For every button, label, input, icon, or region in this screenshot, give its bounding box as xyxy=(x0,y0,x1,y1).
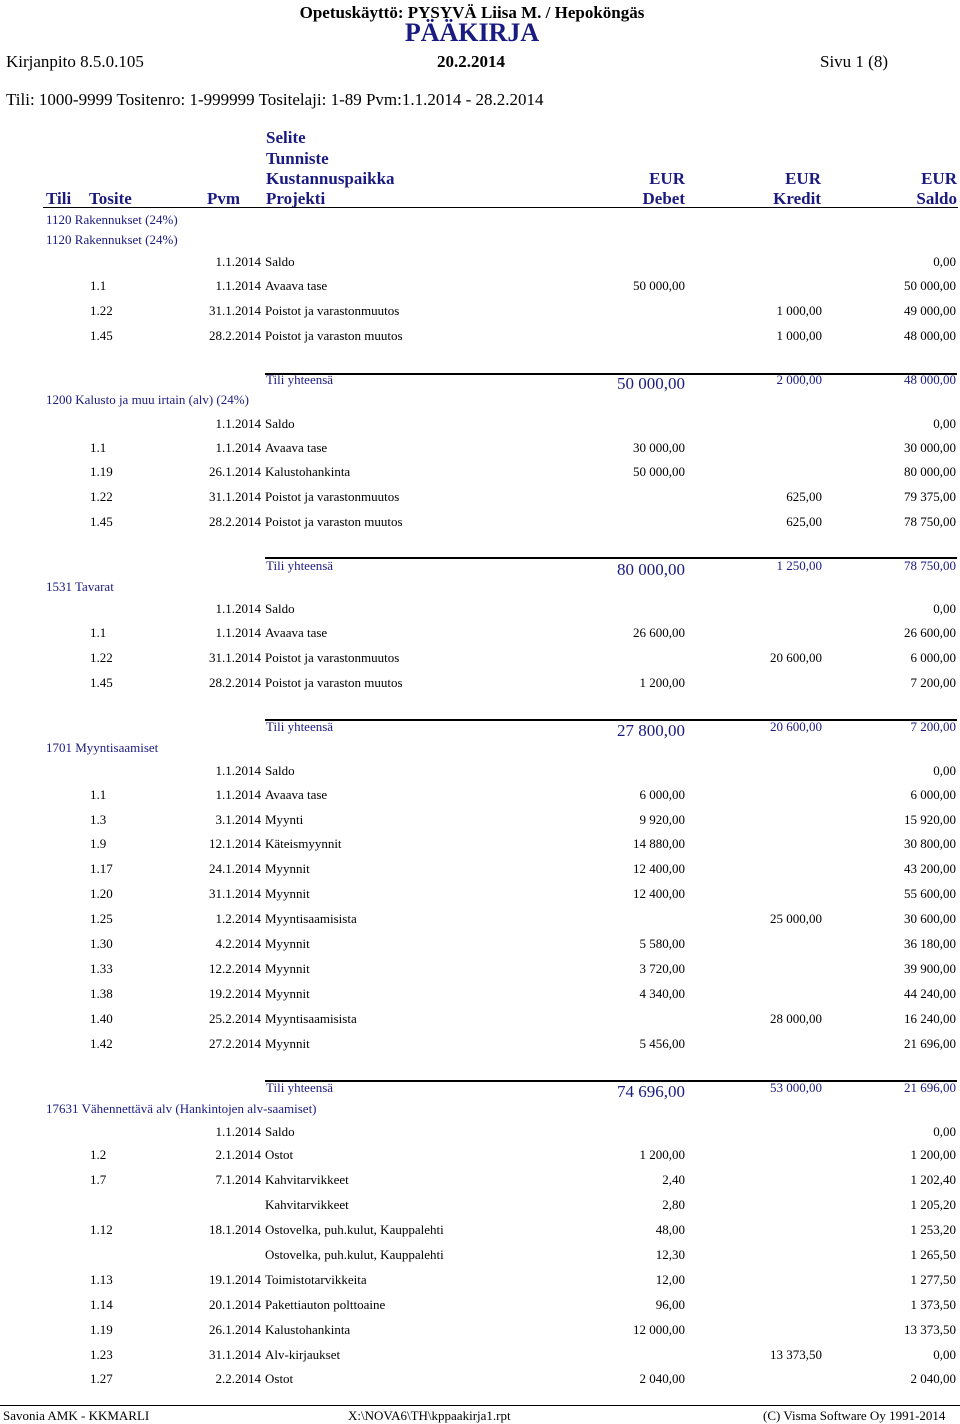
balance-amount: 43 200,00 xyxy=(904,861,956,876)
voucher-number: 1.38 xyxy=(90,986,113,1001)
column-header-pvm: Pvm xyxy=(207,189,241,208)
entry-description: Kalustohankinta xyxy=(265,1322,351,1337)
debit-amount: 2 040,00 xyxy=(639,1371,685,1386)
debit-amount: 9 920,00 xyxy=(639,812,685,827)
balance-amount: 30 800,00 xyxy=(904,836,956,851)
entry-date: 1.1.2014 xyxy=(215,625,261,640)
account-total-debit: 80 000,00 xyxy=(617,560,685,579)
credit-amount: 625,00 xyxy=(786,489,822,504)
page-number: Sivu 1 (8) xyxy=(820,52,888,71)
voucher-number: 1.9 xyxy=(90,836,107,851)
balance-amount: 2 040,00 xyxy=(910,1371,956,1386)
entry-date: 3.1.2014 xyxy=(215,812,261,827)
entry-description: Avaava tase xyxy=(265,625,328,640)
column-header-selite: Selite xyxy=(266,128,306,147)
entry-description: Kalustohankinta xyxy=(265,464,351,479)
entry-date: 1.1.2014 xyxy=(215,416,261,431)
debit-amount: 12 400,00 xyxy=(633,886,685,901)
account-total-label: Tili yhteensä xyxy=(266,1080,334,1095)
entry-description: Ostot xyxy=(265,1371,294,1386)
entry-description: Avaava tase xyxy=(265,278,328,293)
credit-amount: 625,00 xyxy=(786,514,822,529)
footer-report-file: X:\NOVA6\TH\kppaakirja1.rpt xyxy=(348,1408,511,1423)
account-total-balance: 7 200,00 xyxy=(910,719,956,734)
voucher-number: 1.40 xyxy=(90,1011,113,1026)
footer-copyright: (C) Visma Software Oy 1991-2014 xyxy=(763,1408,946,1423)
column-header-debet: Debet xyxy=(642,189,685,208)
entry-date: 25.2.2014 xyxy=(209,1011,261,1026)
entry-date: 26.1.2014 xyxy=(209,464,261,479)
account-total-credit: 1 250,00 xyxy=(776,558,822,573)
column-header-kredit-currency: EUR xyxy=(785,169,821,188)
credit-amount: 13 373,50 xyxy=(770,1347,822,1362)
voucher-number: 1.7 xyxy=(90,1172,107,1187)
column-header-projekti: Projekti xyxy=(266,189,326,208)
entry-date: 31.1.2014 xyxy=(209,886,261,901)
balance-amount: 0,00 xyxy=(933,1347,956,1362)
entry-date: 7.1.2014 xyxy=(215,1172,261,1187)
entry-date: 1.1.2014 xyxy=(215,278,261,293)
balance-amount: 80 000,00 xyxy=(904,464,956,479)
debit-amount: 1 200,00 xyxy=(639,1147,685,1162)
footer-organization: Savonia AMK - KKMARLI xyxy=(3,1408,150,1423)
voucher-number: 1.33 xyxy=(90,961,113,976)
balance-amount: 44 240,00 xyxy=(904,986,956,1001)
column-header-saldo: Saldo xyxy=(916,189,957,208)
entry-date: 31.1.2014 xyxy=(209,650,261,665)
account-total-debit: 50 000,00 xyxy=(617,374,685,393)
account-total-credit: 20 600,00 xyxy=(770,719,822,734)
report-organization-title: Opetuskäyttö: PYSYVÄ Liisa M. / Hepokӧngäs xyxy=(299,3,645,22)
account-total-label: Tili yhteensä xyxy=(266,719,334,734)
entry-description: Myynnit xyxy=(265,936,310,951)
voucher-number: 1.27 xyxy=(90,1371,113,1386)
entry-date: 19.1.2014 xyxy=(209,1272,261,1287)
entry-description: Myynti xyxy=(265,812,304,827)
account-total-balance: 78 750,00 xyxy=(904,558,956,573)
entry-description: Avaava tase xyxy=(265,440,328,455)
entry-date: 4.2.2014 xyxy=(215,936,261,951)
column-header-kustannuspaikka: Kustannuspaikka xyxy=(266,169,395,188)
credit-amount: 25 000,00 xyxy=(770,911,822,926)
balance-amount: 0,00 xyxy=(933,1124,956,1139)
account-total-debit: 27 800,00 xyxy=(617,721,685,740)
entry-description: Ostovelka, puh.kulut, Kauppalehti xyxy=(265,1247,444,1262)
balance-amount: 13 373,50 xyxy=(904,1322,956,1337)
column-header-tosite: Tosite xyxy=(89,189,132,208)
balance-amount: 50 000,00 xyxy=(904,278,956,293)
account-total-credit: 53 000,00 xyxy=(770,1080,822,1095)
debit-amount: 5 580,00 xyxy=(639,936,685,951)
debit-amount: 12 000,00 xyxy=(633,1322,685,1337)
voucher-number: 1.19 xyxy=(90,1322,113,1337)
balance-amount: 48 000,00 xyxy=(904,328,956,343)
entry-description: Poistot ja varastonmuutos xyxy=(265,650,400,665)
debit-amount: 14 880,00 xyxy=(633,836,685,851)
entry-date: 27.2.2014 xyxy=(209,1036,261,1051)
debit-amount: 26 600,00 xyxy=(633,625,685,640)
balance-amount: 26 600,00 xyxy=(904,625,956,640)
voucher-number: 1.20 xyxy=(90,886,113,901)
debit-amount: 5 456,00 xyxy=(639,1036,685,1051)
balance-amount: 0,00 xyxy=(933,601,956,616)
voucher-number: 1.22 xyxy=(90,650,113,665)
entry-description: Ostot xyxy=(265,1147,294,1162)
column-header-tili: Tili xyxy=(46,189,72,208)
voucher-number: 1.2 xyxy=(90,1147,107,1162)
entry-date: 1.1.2014 xyxy=(215,763,261,778)
entry-date: 1.1.2014 xyxy=(215,787,261,802)
voucher-number: 1.13 xyxy=(90,1272,113,1287)
balance-amount: 7 200,00 xyxy=(910,675,956,690)
account-total-balance: 21 696,00 xyxy=(904,1080,956,1095)
entry-description: Myynnit xyxy=(265,861,310,876)
entry-description: Kahvitarvikkeet xyxy=(265,1172,349,1187)
entry-date: 1.1.2014 xyxy=(215,1124,261,1139)
entry-description: Kahvitarvikkeet xyxy=(265,1197,349,1212)
entry-date: 12.2.2014 xyxy=(209,961,261,976)
entry-description: Saldo xyxy=(265,1124,295,1139)
balance-amount: 1 205,20 xyxy=(910,1197,956,1212)
balance-amount: 1 277,50 xyxy=(910,1272,956,1287)
voucher-number: 1.30 xyxy=(90,936,113,951)
voucher-number: 1.45 xyxy=(90,328,113,343)
entry-description: Poistot ja varaston muutos xyxy=(265,675,403,690)
balance-amount: 55 600,00 xyxy=(904,886,956,901)
account-total-credit: 2 000,00 xyxy=(776,372,822,387)
account-heading: 1120 Rakennukset (24%) xyxy=(46,232,178,247)
voucher-number: 1.45 xyxy=(90,514,113,529)
entry-date: 20.1.2014 xyxy=(209,1297,261,1312)
balance-amount: 1 200,00 xyxy=(910,1147,956,1162)
balance-amount: 30 600,00 xyxy=(904,911,956,926)
entry-date: 18.1.2014 xyxy=(209,1222,261,1237)
entry-date: 31.1.2014 xyxy=(209,303,261,318)
debit-amount: 3 720,00 xyxy=(639,961,685,976)
voucher-number: 1.22 xyxy=(90,303,113,318)
report-date: 20.2.2014 xyxy=(437,52,505,71)
debit-amount: 30 000,00 xyxy=(633,440,685,455)
entry-description: Ostovelka, puh.kulut, Kauppalehti xyxy=(265,1222,444,1237)
balance-amount: 36 180,00 xyxy=(904,936,956,951)
entry-date: 12.1.2014 xyxy=(209,836,261,851)
report-filter: Tili: 1000-9999 Tositenro: 1-999999 Tositelaji: 1-89 Pvm:1.1.2014 - 28.2.2014 xyxy=(6,90,544,109)
account-total-label: Tili yhteensä xyxy=(266,372,334,387)
balance-amount: 6 000,00 xyxy=(910,787,956,802)
balance-amount: 1 265,50 xyxy=(910,1247,956,1262)
entry-date: 1.1.2014 xyxy=(215,254,261,269)
entry-description: Toimistotarvikkeita xyxy=(265,1272,367,1287)
entry-description: Myynnit xyxy=(265,961,310,976)
entry-date: 31.1.2014 xyxy=(209,489,261,504)
entry-description: Poistot ja varastonmuutos xyxy=(265,303,400,318)
column-header-kredit: Kredit xyxy=(773,189,821,208)
software-version: Kirjanpito 8.5.0.105 xyxy=(6,52,144,71)
debit-amount: 50 000,00 xyxy=(633,278,685,293)
balance-amount: 1 373,50 xyxy=(910,1297,956,1312)
entry-description: Myyntisaamisista xyxy=(265,1011,357,1026)
entry-date: 19.2.2014 xyxy=(209,986,261,1001)
account-heading: 1531 Tavarat xyxy=(46,579,114,594)
debit-amount: 2,80 xyxy=(662,1197,685,1212)
account-total-balance: 48 000,00 xyxy=(904,372,956,387)
entry-description: Käteismyynnit xyxy=(265,836,342,851)
debit-amount: 2,40 xyxy=(662,1172,685,1187)
entry-description: Pakettiauton polttoaine xyxy=(265,1297,386,1312)
entry-description: Myyntisaamisista xyxy=(265,911,357,926)
voucher-number: 1.3 xyxy=(90,812,107,827)
entry-description: Saldo xyxy=(265,763,295,778)
debit-amount: 12,00 xyxy=(655,1272,685,1287)
balance-amount: 30 000,00 xyxy=(904,440,956,455)
debit-amount: 96,00 xyxy=(655,1297,685,1312)
entry-date: 28.2.2014 xyxy=(209,328,261,343)
balance-amount: 1 253,20 xyxy=(910,1222,956,1237)
entry-description: Saldo xyxy=(265,601,295,616)
footer-rule xyxy=(0,1405,960,1406)
debit-amount: 12,30 xyxy=(655,1247,685,1262)
balance-amount: 49 000,00 xyxy=(904,303,956,318)
balance-amount: 21 696,00 xyxy=(904,1036,956,1051)
entry-description: Saldo xyxy=(265,416,295,431)
balance-amount: 78 750,00 xyxy=(904,514,956,529)
debit-amount: 50 000,00 xyxy=(633,464,685,479)
entry-description: Alv-kirjaukset xyxy=(265,1347,341,1362)
voucher-number: 1.12 xyxy=(90,1222,113,1237)
entry-date: 2.1.2014 xyxy=(215,1147,261,1162)
debit-amount: 48,00 xyxy=(655,1222,685,1237)
debit-amount: 12 400,00 xyxy=(633,861,685,876)
account-heading: 1200 Kalusto ja muu irtain (alv) (24%) xyxy=(46,392,249,407)
column-header-tunniste: Tunniste xyxy=(266,149,329,168)
entry-description: Avaava tase xyxy=(265,787,328,802)
voucher-number: 1.25 xyxy=(90,911,113,926)
entry-date: 1.2.2014 xyxy=(215,911,261,926)
voucher-number: 1.42 xyxy=(90,1036,113,1051)
entry-date: 26.1.2014 xyxy=(209,1322,261,1337)
balance-amount: 79 375,00 xyxy=(904,489,956,504)
balance-amount: 1 202,40 xyxy=(910,1172,956,1187)
credit-amount: 1 000,00 xyxy=(776,328,822,343)
balance-amount: 6 000,00 xyxy=(910,650,956,665)
voucher-number: 1.45 xyxy=(90,675,113,690)
entry-description: Myynnit xyxy=(265,1036,310,1051)
balance-amount: 0,00 xyxy=(933,763,956,778)
column-header-saldo-currency: EUR xyxy=(921,169,957,188)
voucher-number: 1.1 xyxy=(90,278,107,293)
voucher-number: 1.1 xyxy=(90,440,107,455)
balance-amount: 0,00 xyxy=(933,254,956,269)
voucher-number: 1.23 xyxy=(90,1347,113,1362)
voucher-number: 1.22 xyxy=(90,489,113,504)
balance-amount: 39 900,00 xyxy=(904,961,956,976)
entry-description: Poistot ja varastonmuutos xyxy=(265,489,400,504)
credit-amount: 20 600,00 xyxy=(770,650,822,665)
voucher-number: 1.1 xyxy=(90,625,107,640)
entry-date: 31.1.2014 xyxy=(209,1347,261,1362)
account-heading: 1701 Myyntisaamiset xyxy=(46,740,159,755)
voucher-number: 1.14 xyxy=(90,1297,113,1312)
entry-description: Myynnit xyxy=(265,886,310,901)
voucher-number: 1.1 xyxy=(90,787,107,802)
header-rule xyxy=(43,207,958,208)
entry-date: 24.1.2014 xyxy=(209,861,261,876)
account-total-debit: 74 696,00 xyxy=(617,1082,685,1101)
account-heading: 1120 Rakennukset (24%) xyxy=(46,212,178,227)
credit-amount: 28 000,00 xyxy=(770,1011,822,1026)
entry-date: 2.2.2014 xyxy=(215,1371,261,1386)
account-total-label: Tili yhteensä xyxy=(266,558,334,573)
entry-date: 1.1.2014 xyxy=(215,440,261,455)
entry-description: Myynnit xyxy=(265,986,310,1001)
debit-amount: 6 000,00 xyxy=(639,787,685,802)
entry-date: 28.2.2014 xyxy=(209,675,261,690)
credit-amount: 1 000,00 xyxy=(776,303,822,318)
balance-amount: 0,00 xyxy=(933,416,956,431)
entry-date: 28.2.2014 xyxy=(209,514,261,529)
entry-description: Poistot ja varaston muutos xyxy=(265,514,403,529)
report-title: PÄÄKIRJA xyxy=(404,18,540,47)
balance-amount: 15 920,00 xyxy=(904,812,956,827)
voucher-number: 1.19 xyxy=(90,464,113,479)
debit-amount: 4 340,00 xyxy=(639,986,685,1001)
entry-description: Saldo xyxy=(265,254,295,269)
account-heading: 17631 Vähennettävä alv (Hankintojen alv-saamiset) xyxy=(46,1101,317,1116)
voucher-number: 1.17 xyxy=(90,861,113,876)
column-header-debet-currency: EUR xyxy=(649,169,685,188)
entry-date: 1.1.2014 xyxy=(215,601,261,616)
balance-amount: 16 240,00 xyxy=(904,1011,956,1026)
entry-description: Poistot ja varaston muutos xyxy=(265,328,403,343)
debit-amount: 1 200,00 xyxy=(639,675,685,690)
